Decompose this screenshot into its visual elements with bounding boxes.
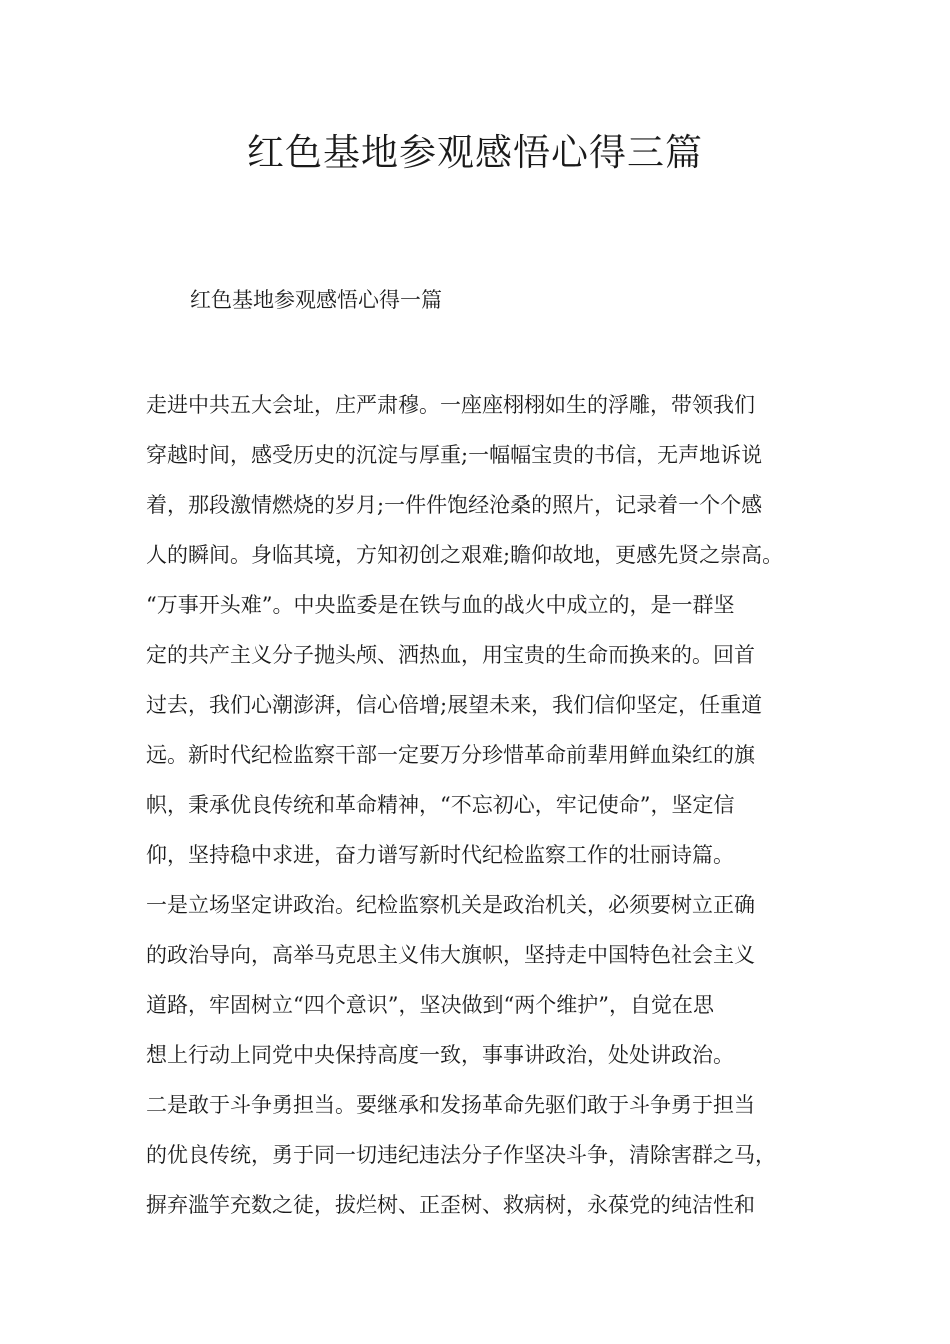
section-title: 红色基地参观感悟心得一篇: [190, 288, 442, 312]
text-line: 走进中共五大会址，庄严肃穆。一座座栩栩如生的浮雕，带领我们: [146, 393, 755, 417]
text-line: 定的共产主义分子抛头颅、洒热血，用宝贵的生命而换来的。回首: [146, 643, 755, 667]
document-title: 红色基地参观感悟心得三篇: [247, 131, 703, 174]
text-line: 二是敢于斗争勇担当。要继承和发扬革命先驱们敢于斗争勇于担当: [146, 1093, 755, 1117]
text-line: 过去，我们心潮澎湃，信心倍增;展望未来，我们信仰坚定，任重道: [146, 693, 763, 717]
text-line: 着，那段激情燃烧的岁月;一件件饱经沧桑的照片，记录着一个个感: [146, 493, 763, 517]
paragraph-1: [146, 380, 826, 880]
paragraph-2: [146, 880, 826, 1080]
text-line: 摒弃滥竽充数之徒，拔烂树、正歪树、救病树，永葆党的纯洁性和: [146, 1193, 755, 1217]
text-line: 的政治导向，高举马克思主义伟大旗帜，坚持走中国特色社会主义: [146, 943, 755, 967]
paragraph-3: [146, 1080, 826, 1230]
document-body: [146, 380, 826, 1230]
text-line: 道路，牢固树立“四个意识”，坚决做到“两个维护”，自觉在思: [146, 993, 714, 1017]
text-line: 的优良传统，勇于同一切违纪违法分子作坚决斗争，清除害群之马，: [146, 1143, 776, 1167]
text-line: 想上行动上同党中央保持高度一致，事事讲政治，处处讲政治。: [146, 1043, 734, 1067]
text-line: 一是立场坚定讲政治。纪检监察机关是政治机关，必须要树立正确: [146, 893, 755, 917]
text-line: 帜，秉承优良传统和革命精神，“不忘初心，牢记使命”，坚定信: [146, 793, 735, 817]
text-line: “万事开头难”。中央监委是在铁与血的战火中成立的，是一群坚: [146, 593, 735, 617]
text-line: 人的瞬间。身临其境，方知初创之艰难;瞻仰故地，更感先贤之崇高。: [146, 543, 784, 567]
text-line: 仰，坚持稳中求进，奋力谱写新时代纪检监察工作的壮丽诗篇。: [146, 843, 734, 867]
text-line: 远。新时代纪检监察干部一定要万分珍惜革命前辈用鲜血染红的旗: [146, 743, 755, 767]
text-line: 穿越时间，感受历史的沉淀与厚重;一幅幅宝贵的书信，无声地诉说: [146, 443, 763, 467]
